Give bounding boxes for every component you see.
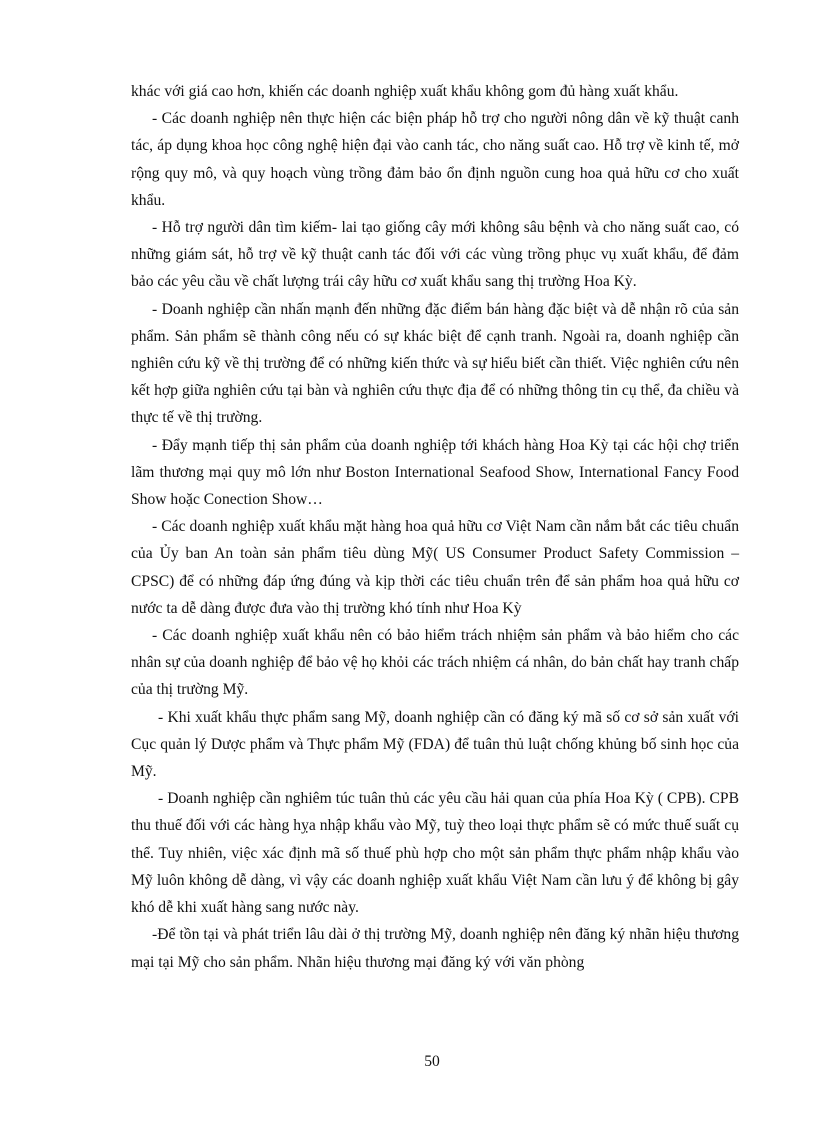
paragraph-1: khác với giá cao hơn, khiến các doanh nghiệp xuất khẩu không gom đủ hàng xuất khẩu. — [131, 83, 679, 100]
paragraph-3: - Hỗ trợ người dân tìm kiếm- lai tạo giống cây mới không sâu bệnh và cho năng suất cao, có những giám sát, hỗ trợ về kỹ thuật canh tác đối với các vùng trồng phục vụ xuất khẩu, để đảm bảo các yêu cầu về chất lượng trái cây hữu cơ xuất khẩu sang thị trường Hoa Kỳ. — [131, 219, 739, 291]
paragraph-10: -Để tồn tại và phát triển lâu dài ở thị trường Mỹ, doanh nghiệp nên đăng ký nhãn hiệu thương mại tại Mỹ cho sản phẩm. Nhãn hiệu thương mại đăng ký với văn phòng — [131, 926, 739, 971]
paragraph-5: - Đẩy mạnh tiếp thị sản phẩm của doanh nghiệp tới khách hàng Hoa Kỳ tại các hội chợ triển lãm thương mại quy mô lớn như Boston International Seafood Show, International Fancy Food Show hoặc Conection Show… — [131, 436, 739, 509]
paragraph-9: - Doanh nghiệp cần nghiêm túc tuân thủ các yêu cầu hải quan của phía Hoa Kỳ ( CPB). CPB thu thuế đối với các hàng hỵa nhập khẩu vào Mỹ, tuỳ theo loại thực phẩm sẽ có mức thuế suất cụ thể. Tuy nhiên, việc xác định mã số thuế phù hợp cho một sản phẩm thực phẩm nhập khẩu vào Mỹ luôn không dễ dàng, vì vậy các doanh nghiệp xuất khẩu Việt Nam cần lưu ý để không bị gây khó dễ khi xuất hàng sang nước này. — [131, 790, 739, 917]
document-body — [131, 78, 739, 976]
paragraph-8: - Khi xuất khẩu thực phẩm sang Mỹ, doanh nghiệp cần có đăng ký mã số cơ sở sản xuất với Cục quản lý Dược phẩm và Thực phẩm Mỹ (FDA) để tuân thủ luật chống khủng bố sinh học của Mỹ. — [131, 708, 739, 781]
paragraph-6: - Các doanh nghiệp xuất khẩu mặt hàng hoa quả hữu cơ Việt Nam cần nắm bắt các tiêu chuẩn của Ủy ban An toàn sản phẩm tiêu dùng Mỹ( US Consumer Product Safety Commission – CPSC) để có những đáp ứng đúng và kịp thời các tiêu chuẩn trên để sản phẩm hoa quả hữu cơ nước ta dễ dàng được đưa vào thị trường khó tính như Hoa Kỳ — [131, 518, 739, 617]
paragraph-7: - Các doanh nghiệp xuất khẩu nên có bảo hiểm trách nhiệm sản phẩm và bảo hiểm cho các nhân sự của doanh nghiệp để bảo vệ họ khỏi các trách nhiệm cá nhân, do bản chất hay tranh chấp của thị trường Mỹ. — [131, 627, 739, 699]
paragraph-4: - Doanh nghiệp cần nhấn mạnh đến những đặc điểm bán hàng đặc biệt và dễ nhận rõ của sản phẩm. Sản phẩm sẽ thành công nếu có sự khác biệt để cạnh tranh. Ngoài ra, doanh nghiệp cần nghiên cứu kỹ về thị trường để có những kiến thức và sự hiểu biết cần thiết. Việc nghiên cứu nên kết hợp giữa nghiên cứu tại bàn và nghiên cứu thực địa để có những thông tin cụ thể, đa chiều và thực tế về thị trường. — [131, 300, 739, 427]
paragraph-2: - Các doanh nghiệp nên thực hiện các biện pháp hỗ trợ cho người nông dân về kỹ thuật canh tác, áp dụng khoa học công nghệ hiện đại vào canh tác, cho năng suất cao. Hỗ trợ về kinh tế, mở rộng quy mô, và quy hoạch vùng trồng đảm bảo ổn định nguồn cung hoa quả hữu cơ cho xuất khẩu. — [131, 110, 739, 209]
page-number: 50 — [424, 1053, 440, 1070]
